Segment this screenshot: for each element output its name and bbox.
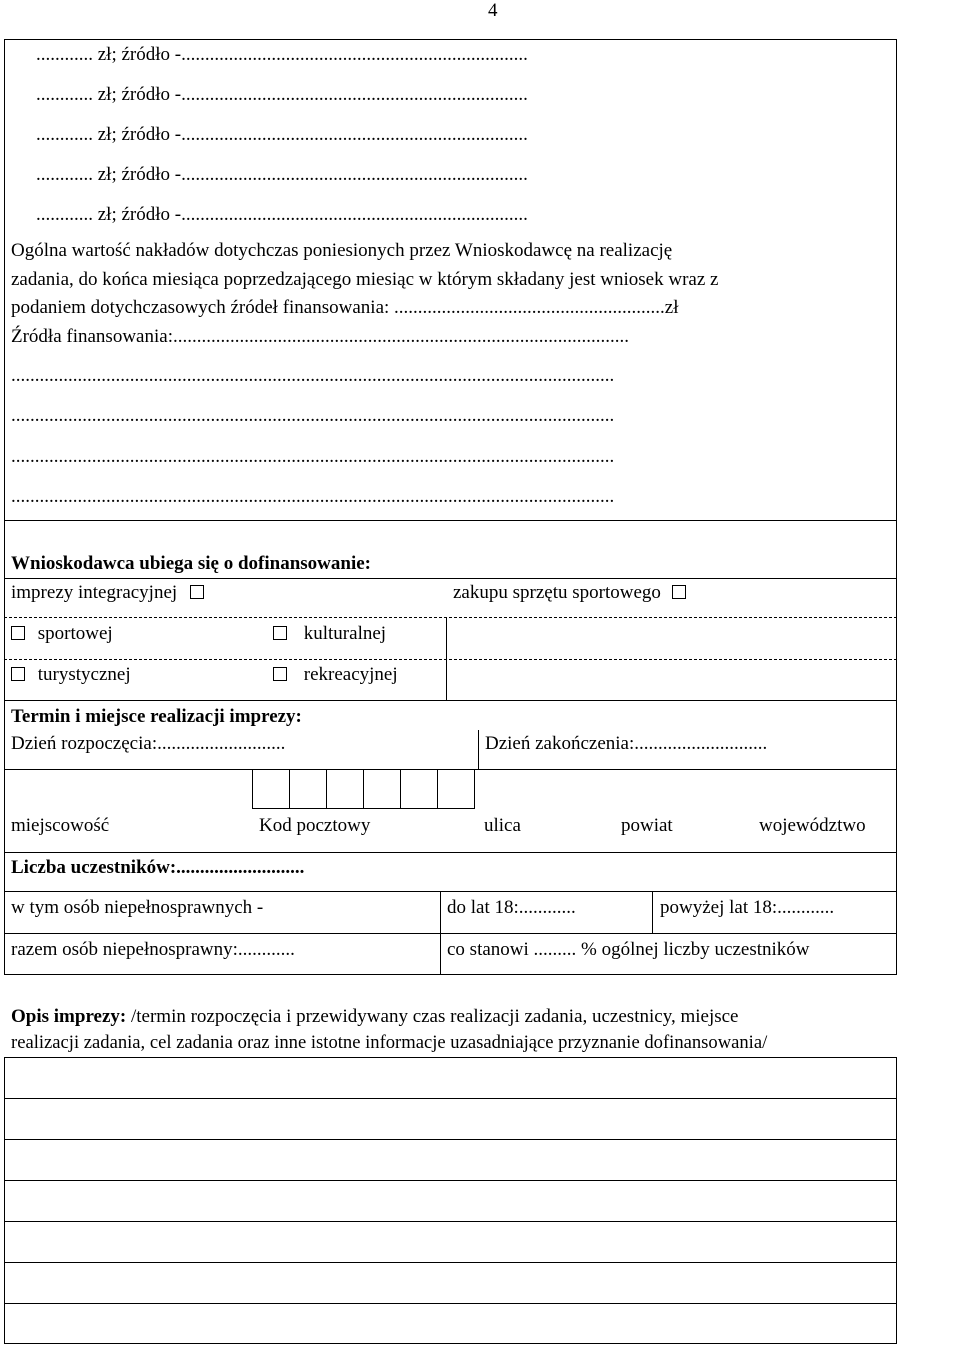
- description-text-line2: realizacji zadania, cel zadania oraz inne istotne informacje uzasadniające przyznanie dofinansowania/: [11, 1032, 768, 1053]
- event-label: imprezy integracyjnej: [11, 582, 178, 603]
- dotted-line[interactable]: ...............................................................................................................................: [11, 486, 615, 507]
- culture-label: kulturalnej: [303, 623, 387, 644]
- description-label-line: [11, 1006, 738, 1028]
- tourism-checkbox[interactable]: [11, 667, 25, 681]
- expenditure-amount-field[interactable]: podaniem dotychczasowych źródeł finansowania: .........................................................zł: [11, 297, 679, 318]
- event-dates-heading: Termin i miejsce realizacji imprezy:: [11, 706, 302, 727]
- dotted-line[interactable]: ...............................................................................................................................: [11, 446, 615, 467]
- sport-checkbox[interactable]: [11, 626, 25, 640]
- percentage-field[interactable]: co stanowi ......... % ogólnej liczby uczestników: [447, 939, 810, 960]
- funding-sources-field[interactable]: Źródła finansowania:................................................................................................: [11, 326, 629, 347]
- recreation-checkbox[interactable]: [273, 667, 287, 681]
- expenditure-text: Ogólna wartość nakładów dotychczas poniesionych przez Wnioskodawcę na realizację: [11, 240, 673, 261]
- page-number: 4: [488, 0, 498, 21]
- funding-source-line[interactable]: ............ zł; źródło -.........................................................................: [36, 164, 528, 185]
- under18-field[interactable]: do lat 18:............: [447, 897, 576, 918]
- dotted-line[interactable]: ...............................................................................................................................: [11, 365, 615, 386]
- description-text: /termin rozpoczęcia i przewidywany czas realizacji zadania, uczestnicy, miejsce: [126, 1006, 739, 1027]
- funding-source-line[interactable]: ............ zł; źródło -.........................................................................: [36, 44, 528, 65]
- equipment-checkbox[interactable]: [672, 585, 686, 599]
- sport-label: sportowej: [37, 623, 113, 644]
- postal-code-label: Kod pocztowy: [259, 815, 371, 836]
- city-label: miejscowość: [11, 815, 110, 836]
- voivodeship-label: województwo: [759, 815, 866, 836]
- funding-source-line[interactable]: ............ zł; źródło -.........................................................................: [36, 84, 528, 105]
- cofinancing-heading: Wnioskodawca ubiega się o dofinansowanie:: [11, 553, 372, 574]
- county-label: powiat: [621, 815, 673, 836]
- disabled-label: w tym osób niepełnosprawnych -: [11, 897, 264, 918]
- tourism-label: turystycznej: [37, 664, 131, 685]
- equipment-label: zakupu sprzętu sportowego: [453, 582, 661, 603]
- street-label: ulica: [484, 815, 521, 836]
- culture-checkbox[interactable]: [273, 626, 287, 640]
- total-disabled-field[interactable]: razem osób niepełnosprawny:............: [11, 939, 295, 960]
- expenditure-text: zadania, do końca miesiąca poprzedzającego miesiąc w którym składany jest wniosek wraz z: [11, 269, 719, 290]
- start-date-field[interactable]: Dzień rozpoczęcia:...........................: [11, 733, 286, 754]
- event-checkbox[interactable]: [190, 585, 204, 599]
- funding-source-line[interactable]: ............ zł; źródło -.........................................................................: [36, 204, 528, 225]
- end-date-field[interactable]: Dzień zakończenia:............................: [485, 733, 768, 754]
- recreation-label: rekreacyjnej: [303, 664, 398, 685]
- description-label: Opis imprezy:: [11, 1006, 127, 1027]
- participants-count-field[interactable]: Liczba uczestników:...........................: [11, 857, 305, 878]
- funding-source-line[interactable]: ............ zł; źródło -.........................................................................: [36, 124, 528, 145]
- dotted-line[interactable]: ...............................................................................................................................: [11, 405, 615, 426]
- over18-field[interactable]: powyżej lat 18:............: [660, 897, 835, 918]
